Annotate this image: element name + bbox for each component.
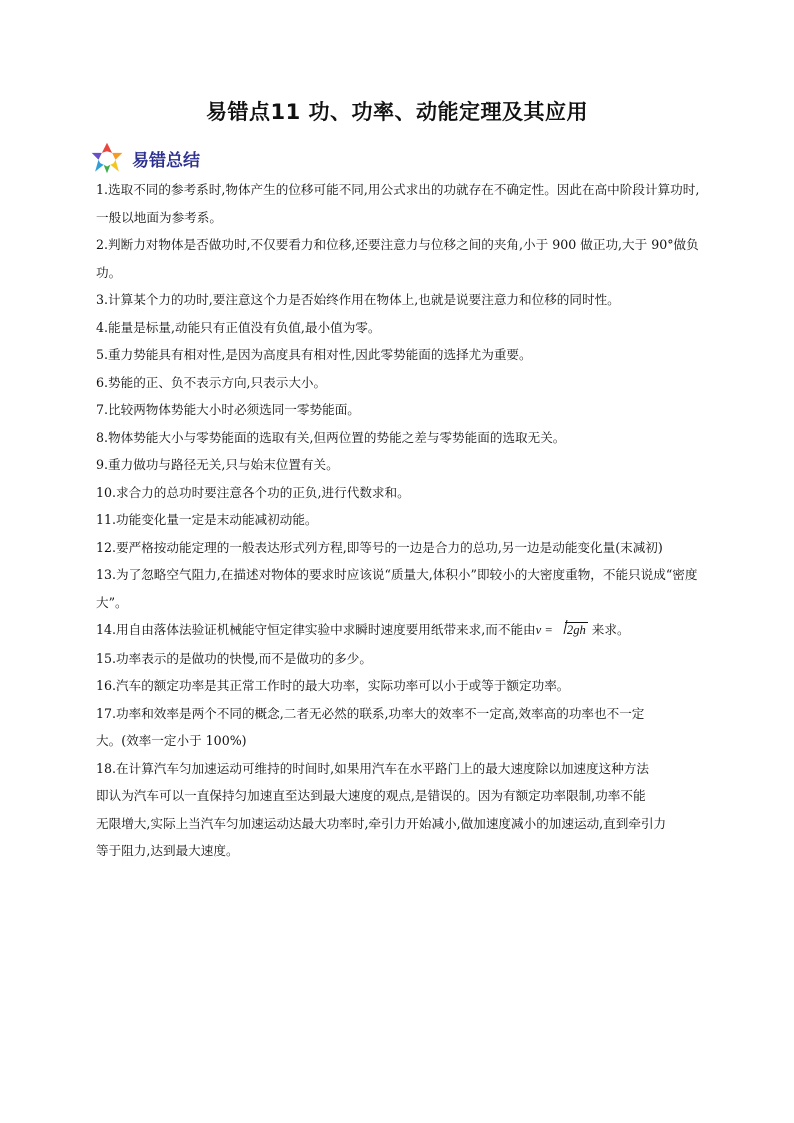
list-item: 2.判断力对物体是否做功时,不仅要看力和位移,还要注意力与位移之间的夹角,小于 900 做正功,大于 90°做负功。 <box>96 237 699 280</box>
list-item: 16.汽车的额定功率是其正常工作时的最大功率，实际功率可以小于或等于额定功率。 <box>96 678 570 693</box>
list-item: 8.物体势能大小与零势能面的选取有关,但两位置的势能之差与零势能面的选取无关。 <box>96 429 566 445</box>
list-item: 即认为汽车可以一直保持匀加速直至达到最大速度的观点,是错误的。因为有额定功率限制,功率不能 <box>96 788 646 803</box>
list-item: 3.计算某个力的功时,要注意这个力是否始终作用在物体上,也就是说要注意力和位移的同时性。 <box>96 292 620 307</box>
list-item: 17.功率和效率是两个不同的概念,二者无必然的联系,功率大的效率不一定高,效率高的功率也不一定 <box>96 705 645 721</box>
formula-lhs: v = <box>535 623 553 637</box>
page-title: 易错点11 功、功率、动能定理及其应用 <box>205 100 589 124</box>
section-label: 易错总结 <box>132 150 200 171</box>
list-item: 11.功能变化量一定是末动能减初动能。 <box>96 512 318 527</box>
list-item: 4.能量是标量,动能只有正值没有负值,最小值为零。 <box>96 319 381 335</box>
list-item: 12.要严格按动能定理的一般表达形式列方程,即等号的一边是合力的总功,另一边是动能变化量(末减初) <box>96 539 663 555</box>
list-item: 10.求合力的总功时要注意各个功的正负,进行代数求和。 <box>96 484 410 500</box>
formula-text-before: 14.用自由落体法验证机械能守恒定律实验中求瞬时速度要用纸带来求,而不能由 <box>96 622 536 637</box>
list-item: 15.功率表示的是做功的快慢,而不是做功的多少。 <box>96 650 372 666</box>
list-item: 9.重力做功与路径无关,只与始末位置有关。 <box>96 457 339 472</box>
list-item: 等于阻力,达到最大速度。 <box>96 843 239 858</box>
section-heading <box>90 140 200 176</box>
list-item: 7.比较两物体势能大小时必须选同一零势能面。 <box>96 402 360 417</box>
list-item: 5.重力势能具有相对性,是因为高度具有相对性,因此零势能面的选择尤为重要。 <box>96 347 532 362</box>
velocity-formula <box>536 617 588 645</box>
list-item-formula <box>96 616 708 645</box>
formula-text-after: 来求。 <box>591 622 630 637</box>
list-item: 6.势能的正、负不表示方向,只表示大小。 <box>96 374 327 390</box>
item-list <box>96 176 708 865</box>
star-icon <box>90 141 124 175</box>
list-item: 18.在计算汽车匀加速运动可维持的时间时,如果用汽车在水平路门上的最大速度除以加速度这种方法 <box>96 760 649 776</box>
list-item: 大。(效率一定小于 100%) <box>96 733 247 748</box>
list-item: 13.为了忽略空气阻力,在描述对物体的要求时应该说“质量大,体积小”即较小的大密度重物，不能只说成“密度大”。 <box>96 567 698 610</box>
formula-radicand: 2gh <box>566 623 586 637</box>
sqrt-symbol <box>555 617 588 645</box>
list-item: 1.选取不同的参考系时,物体产生的位移可能不同,用公式求出的功就存在不确定性。因此在高中阶段计算功时,一般以地面为参考系。 <box>96 182 700 225</box>
list-item: 无限增大,实际上当汽车匀加速运动达最大功率时,牵引力开始减小,做加速度减小的加速运动,直到牵引力 <box>96 815 667 831</box>
